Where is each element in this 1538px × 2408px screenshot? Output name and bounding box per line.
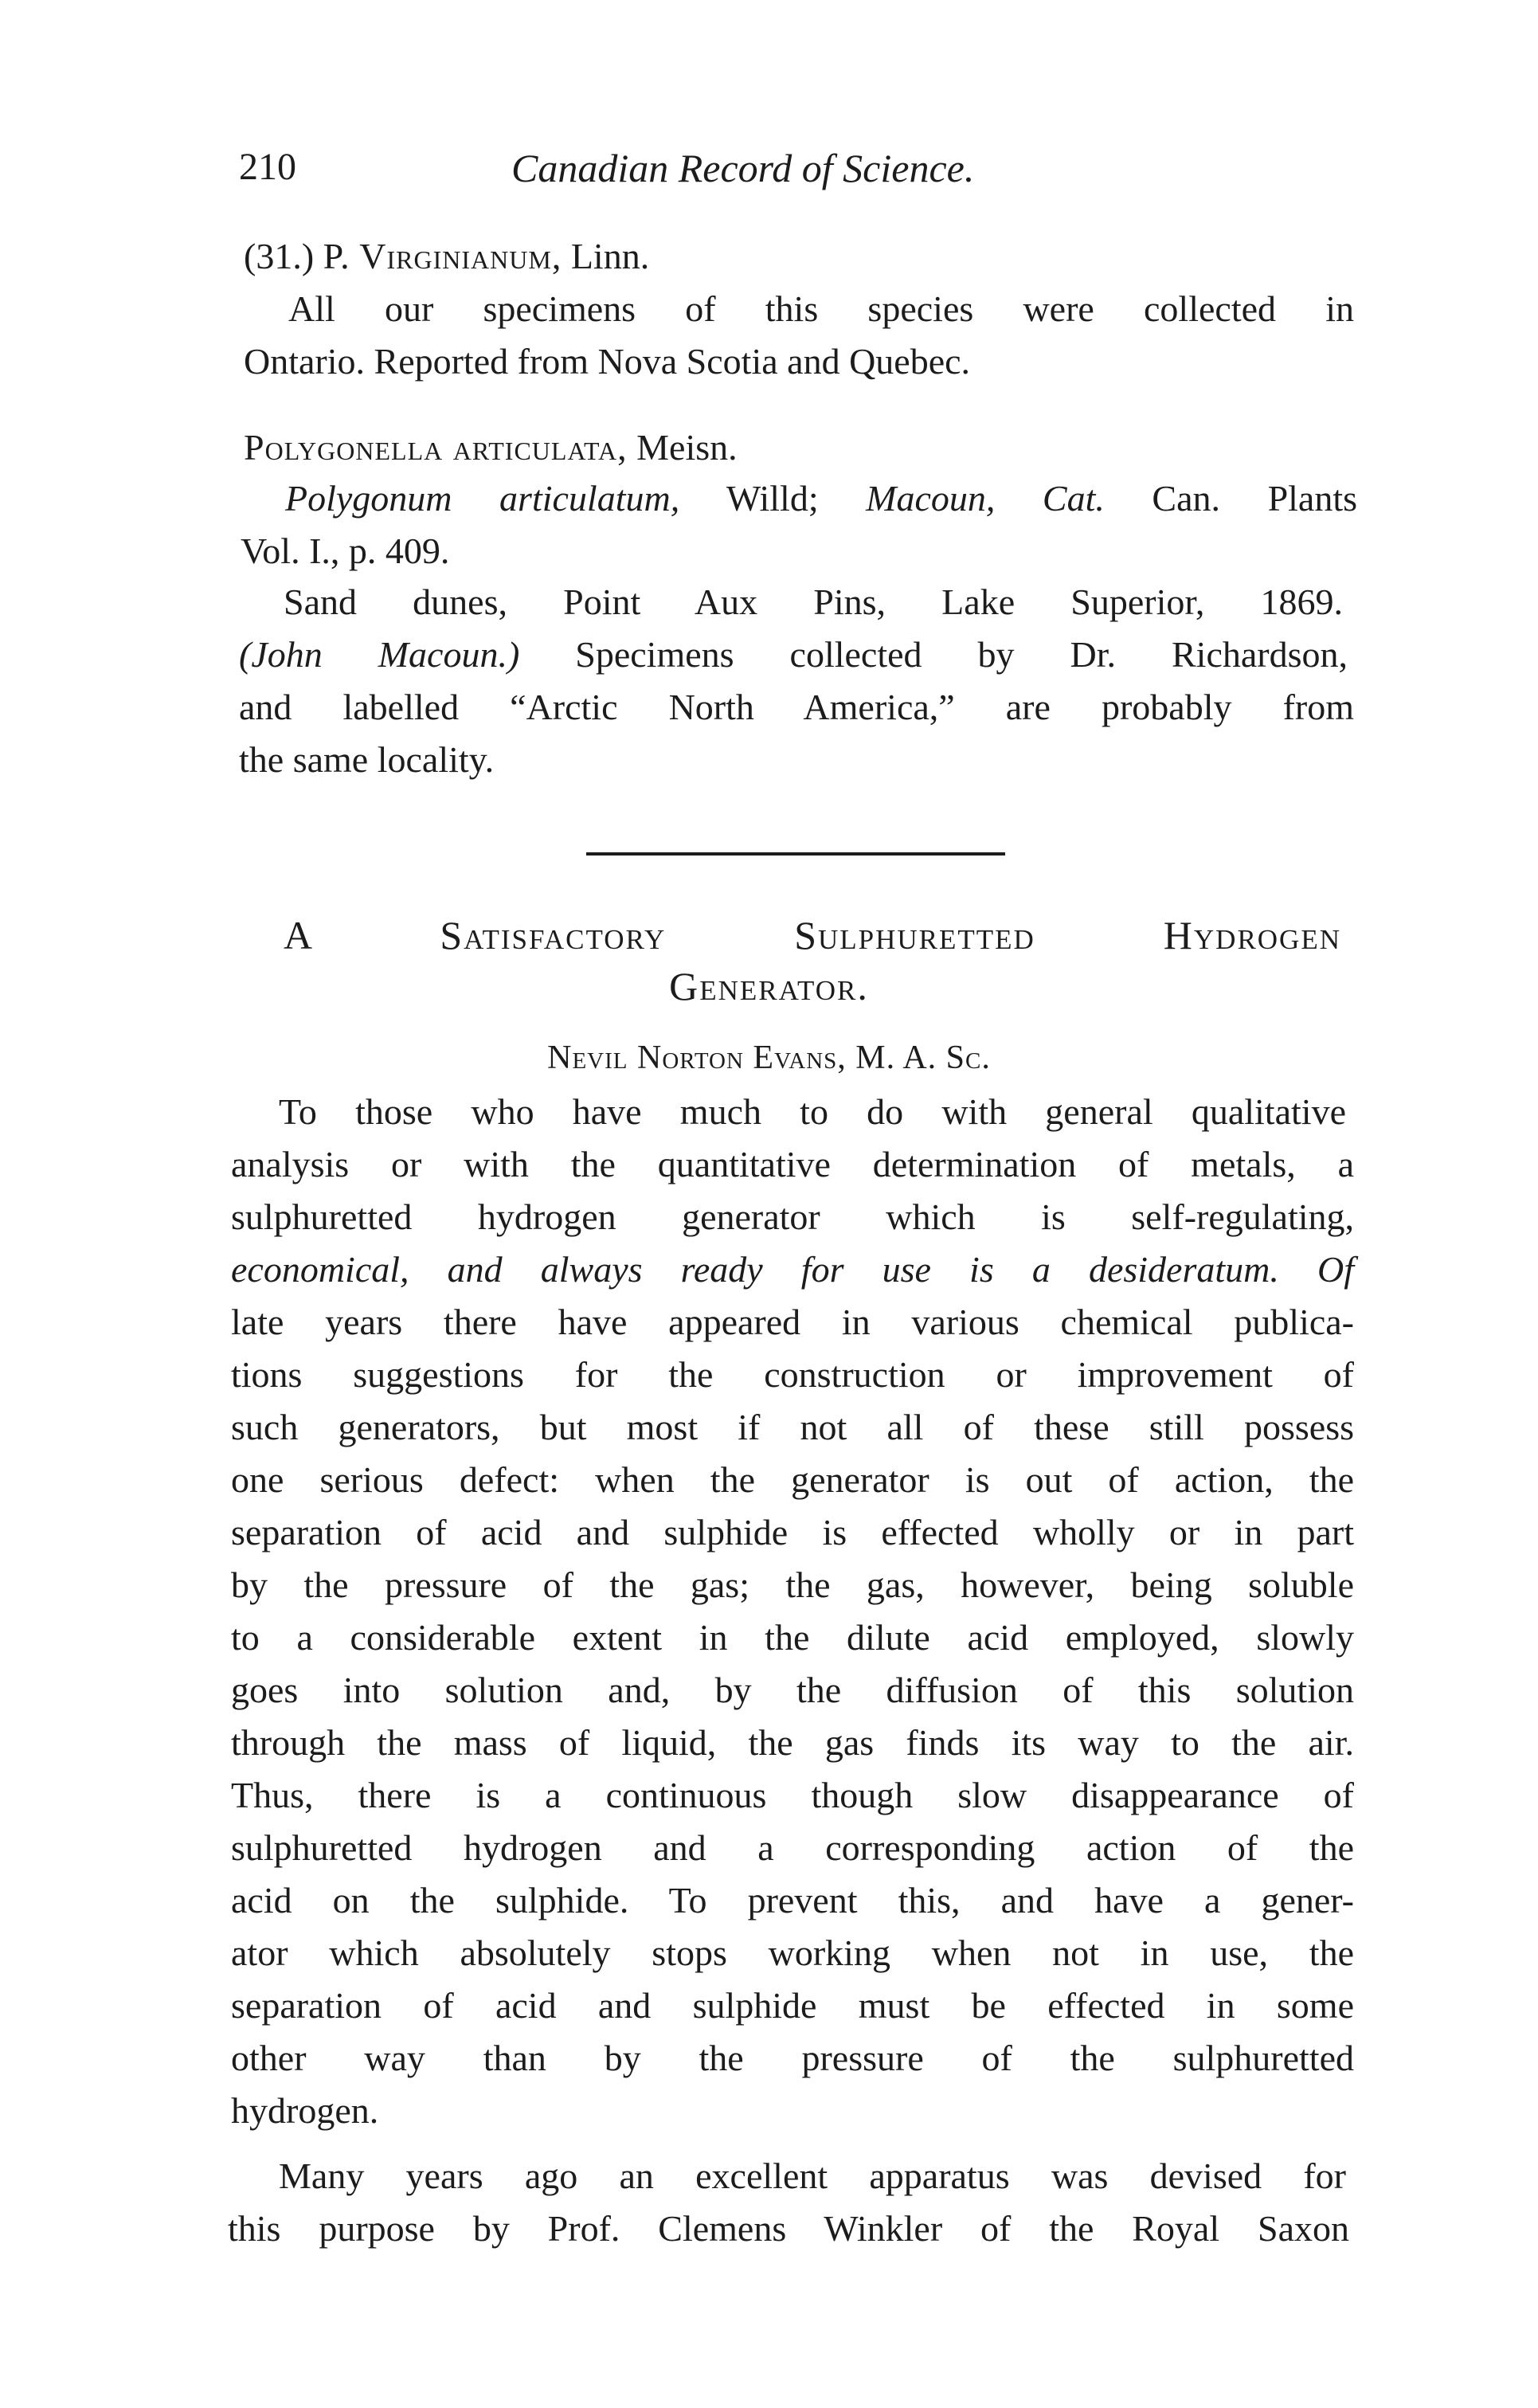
paragraph-line: [231, 1244, 1354, 1295]
article-title-continued: Generator.: [669, 964, 869, 1008]
paragraph-line: through the mass of liquid, the gas finds its way to the air.: [231, 1722, 1354, 1763]
synonym-authority: Willd: [726, 478, 808, 519]
paragraph-line: by the pressure of the gas; the gas, however, being soluble: [231, 1564, 1354, 1605]
paragraph-line: separation of acid and sulphide must be effected in some: [231, 1985, 1354, 2026]
synonym-line: Polygonum articulatum, Willd; Macoun, Cat. Can. Plants: [285, 478, 1358, 519]
paragraph-line: this purpose by Prof. Clemens Winkler of the Royal Saxon: [228, 2208, 1349, 2249]
species-text-line: All our specimens of this species were collected in: [288, 288, 1354, 329]
genus-heading: [244, 422, 738, 473]
paragraph-line: one serious defect: when the generator is out of action, the: [231, 1459, 1354, 1500]
genus-text-line: and labelled “Arctic North America,” are probably from: [239, 687, 1354, 727]
paragraph-line: such generators, but most if not all of these still possess: [231, 1407, 1354, 1447]
paragraph-line: Many years ago an excellent apparatus was devised for: [279, 2155, 1346, 2196]
genus-text-rest: Specimens collected by Dr. Richardson,: [575, 634, 1348, 675]
journal-title: Canadian Record of Science.: [511, 146, 975, 190]
citation-plants: Plants: [1267, 478, 1358, 519]
paragraph-line: separation of acid and sulphide is effected wholly or in part: [231, 1512, 1354, 1552]
genus-text-line: [239, 629, 1348, 680]
genus-text-line: the same locality.: [239, 739, 495, 780]
paragraph-line: late years there have appeared in various chemical publica-: [231, 1302, 1354, 1342]
paragraph-line: other way than by the pressure of the sulphuretted: [231, 2038, 1354, 2078]
paragraph-line: ator which absolutely stops working when not in use, the: [231, 1932, 1354, 1973]
emphasized-text: economical, and always ready for use is a desideratum.: [231, 1249, 1279, 1290]
page-number: 210: [239, 146, 296, 188]
citation-author: Macoun,: [866, 478, 996, 519]
emphasized-word: Of: [1317, 1249, 1354, 1290]
article-author: Nevil Norton Evans, M. A. Sc.: [547, 1040, 991, 1076]
paragraph-line: to a considerable extent in the dilute acid employed, slowly: [231, 1617, 1354, 1658]
species-text-line: Ontario. Reported from Nova Scotia and Quebec.: [244, 341, 971, 382]
paragraph-line: Thus, there is a continuous though slow disappearance of: [231, 1775, 1354, 1815]
paragraph-line: sulphuretted hydrogen and a corresponding action of the: [231, 1827, 1354, 1868]
paragraph-line: goes into solution and, by the diffusion of this solution: [231, 1670, 1354, 1710]
species-authority: Linn.: [570, 236, 650, 276]
genus-name: Polygonella articulata,: [244, 427, 628, 468]
species-heading: [244, 231, 649, 282]
section-divider: [586, 852, 1005, 856]
citation-work: Cat.: [1042, 478, 1105, 519]
citation-rest: Can.: [1152, 478, 1221, 519]
paragraph-line: hydrogen.: [231, 2090, 379, 2131]
paragraph-line: tions suggestions for the construction or improvement of: [231, 1354, 1354, 1395]
paragraph-line: To those who have much to do with general qualitative: [279, 1091, 1346, 1132]
paragraph-line: sulphuretted hydrogen generator which is self-regulating,: [231, 1196, 1354, 1237]
article-title: A Satisfactory Sulphuretted Hydrogen: [284, 913, 1341, 957]
citation-volume: Vol. I., p. 409.: [241, 531, 450, 571]
genus-text-line: Sand dunes, Point Aux Pins, Lake Superior, 1869.: [284, 581, 1343, 622]
paragraph-line: analysis or with the quantitative determination of metals, a: [231, 1144, 1354, 1184]
species-number: (31.): [244, 236, 315, 276]
synonym-name: Polygonum articulatum,: [285, 478, 680, 519]
genus-authority: Meisn.: [636, 427, 738, 468]
species-name: P. Virginianum,: [323, 236, 562, 276]
paragraph-line: acid on the sulphide. To prevent this, and have a gener-: [231, 1880, 1354, 1921]
collector-name: (John Macoun.): [239, 634, 520, 675]
